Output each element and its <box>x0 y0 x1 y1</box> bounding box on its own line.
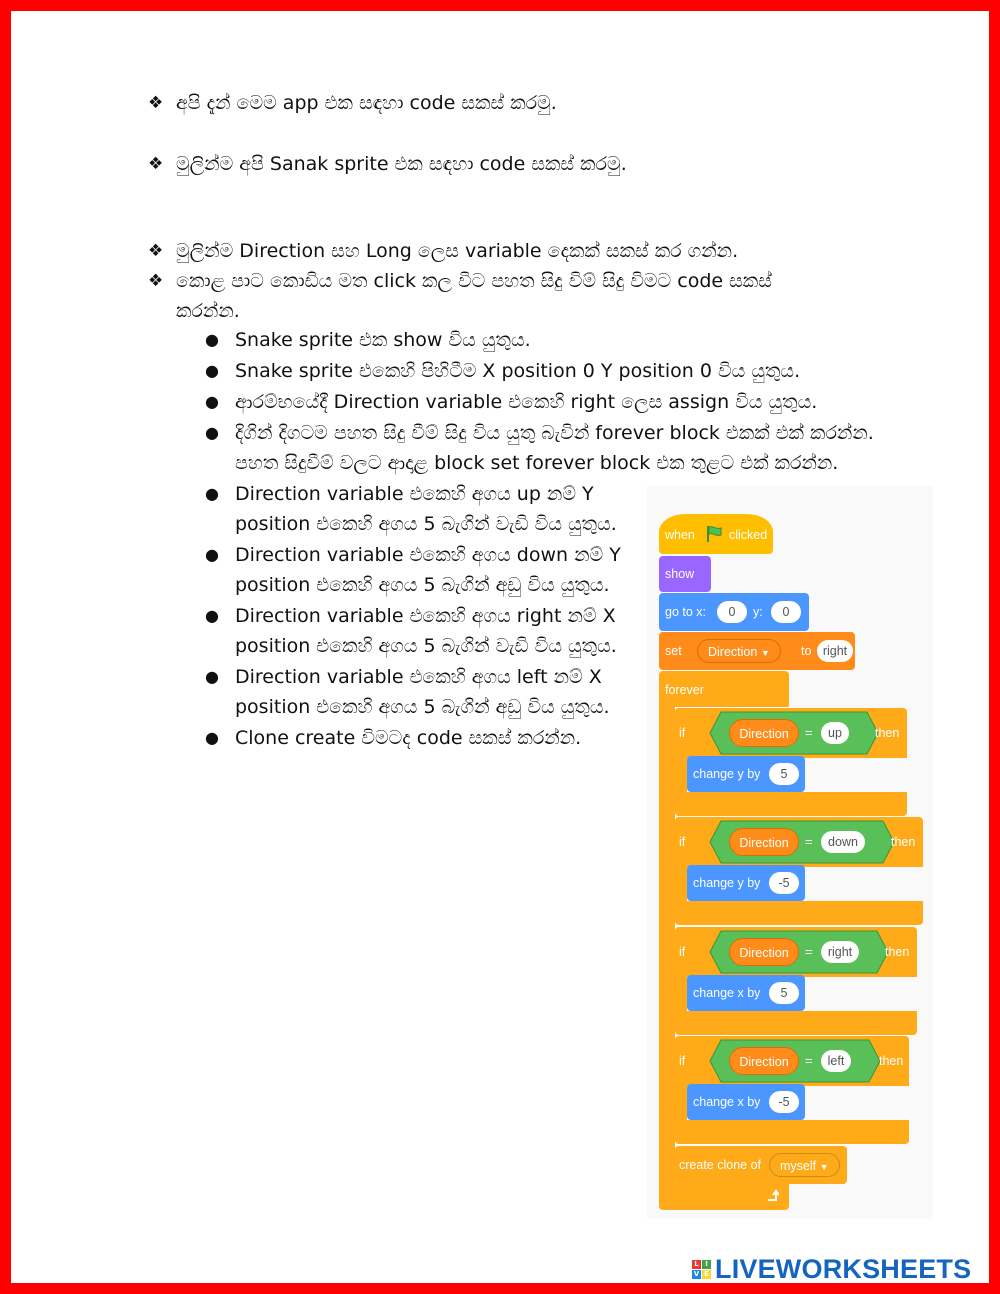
forever-block-footer <box>659 1182 789 1210</box>
logo-letter: L <box>692 1260 701 1269</box>
when-label: when <box>665 528 695 542</box>
change-x-block <box>687 1084 805 1120</box>
diamond-bullet-icon: ❖ <box>148 93 164 113</box>
task-text: Direction variable එකෙහි අගය right නම් X position එකෙහි අගය 5 බැගින් වැඩි විය යුතුය. <box>235 605 617 657</box>
equals-sign: = <box>805 944 813 959</box>
task-text: Direction variable එකෙහි අගය left නම් X position එකෙහි අගය 5 බැගින් අඩු විය යුතුය. <box>235 666 610 718</box>
go-to-label: go to x: <box>665 605 706 619</box>
set-variable-block <box>659 632 855 670</box>
task-text: Direction variable එකෙහි අගය down නම් Y position එකෙහි අගය 5 බැගින් අඩු විය යුතුය. <box>235 544 621 596</box>
task-text: දිගින් දිගටම පහත සිදු වීම් සිදු විය යුතු බැවින් forever block එකක් එක් කරන්න. පහත සිදුවීම් වලට ආදාළ block set forever block එක තුළට එක් කරන්න. <box>235 422 874 474</box>
show-block <box>659 556 711 592</box>
y-value-field[interactable]: 0 <box>771 601 801 623</box>
then-label: then <box>885 945 910 959</box>
if-label: if <box>679 726 686 740</box>
if-block-down <box>675 817 923 867</box>
set-value-field[interactable]: right <box>817 640 853 662</box>
if-block-left <box>675 1036 909 1086</box>
change-amount-field[interactable]: -5 <box>769 1091 799 1113</box>
bullet-dot-icon: ● <box>205 545 219 564</box>
if-block-up <box>675 708 907 758</box>
task-item <box>205 356 895 386</box>
scratch-code-panel <box>647 486 933 1219</box>
loop-arrow-icon <box>765 1189 779 1203</box>
bullet-dot-icon: ● <box>205 728 219 747</box>
equals-sign: = <box>805 1053 813 1068</box>
bullet-dot-icon: ● <box>205 667 219 686</box>
instruction-bullet <box>148 266 848 326</box>
green-flag-icon <box>705 525 723 543</box>
change-label: change x by <box>693 1095 761 1109</box>
variable-dropdown[interactable] <box>697 639 781 663</box>
diamond-bullet-icon: ❖ <box>148 154 164 174</box>
change-y-block <box>687 756 805 792</box>
if-block-footer <box>675 792 907 816</box>
direction-reporter[interactable]: Direction <box>729 938 799 966</box>
variable-dropdown-label: Direction <box>708 645 758 659</box>
condition-value[interactable]: left <box>821 1050 851 1072</box>
change-x-block <box>687 975 805 1011</box>
bullet-dot-icon: ● <box>205 423 219 442</box>
forever-block-arm <box>659 707 675 1203</box>
if-label: if <box>679 945 686 959</box>
then-label: then <box>879 1054 904 1068</box>
change-label: change y by <box>693 876 761 890</box>
if-block-footer <box>675 901 923 925</box>
intro-bullets <box>148 88 908 179</box>
bullet-dot-icon: ● <box>205 484 219 503</box>
change-label: change x by <box>693 986 761 1000</box>
bullet-dot-icon: ● <box>205 361 219 380</box>
when-flag-clicked-block <box>659 514 773 554</box>
instruction-bullet <box>148 236 848 266</box>
then-label: then <box>891 835 916 849</box>
to-label: to <box>801 644 812 658</box>
diamond-bullet-icon: ❖ <box>148 271 164 291</box>
instruction-bullets <box>148 236 848 326</box>
change-y-block <box>687 865 805 901</box>
liveworksheets-logo-icon <box>692 1260 711 1279</box>
instruction-bullet-text: කොළ පාට කොඩිය මත click කල විට පහත සිදු විම් සිදු විමට code සකස් කරන්න. <box>176 270 772 322</box>
equals-sign: = <box>805 834 813 849</box>
show-label: show <box>665 567 695 581</box>
then-label: then <box>875 726 900 740</box>
forever-block <box>659 671 789 707</box>
clone-target-dropdown[interactable] <box>769 1153 840 1177</box>
y-label: y: <box>753 605 763 619</box>
clone-target-label: myself <box>780 1159 817 1173</box>
diamond-bullet-icon: ❖ <box>148 241 164 261</box>
if-block-footer <box>675 1011 917 1035</box>
change-amount-field[interactable]: 5 <box>769 982 799 1004</box>
task-text: ආරම්භයේදී Direction variable එකෙහි right ලෙස assign විය යුතුය. <box>235 391 818 413</box>
if-block-arm <box>675 1086 687 1122</box>
watermark-text: LIVEWORKSHEETS <box>715 1253 972 1284</box>
dropdown-arrow-icon: ▼ <box>819 1162 829 1172</box>
task-text: Snake sprite එක show විය යුතුය. <box>235 329 531 351</box>
logo-letter: V <box>693 1269 700 1278</box>
task-item <box>205 418 895 478</box>
set-label: set <box>665 644 682 658</box>
task-text: Snake sprite එකෙහි පිහිටීම X position 0 Y position 0 විය යුතුය. <box>235 360 801 382</box>
intro-bullet <box>148 149 908 179</box>
intro-bullet-text: මුලින්ම අපි Sanak sprite එක සඳහා code සකස් කරමු. <box>176 153 627 175</box>
direction-reporter[interactable]: Direction <box>729 828 799 856</box>
if-block-footer <box>675 1120 909 1144</box>
logo-letter: E <box>702 1270 711 1279</box>
create-clone-block <box>675 1146 847 1184</box>
clicked-label: clicked <box>729 528 768 542</box>
if-block-arm <box>675 867 687 903</box>
x-value-field[interactable]: 0 <box>717 601 747 623</box>
dropdown-arrow-icon: ▼ <box>760 648 770 658</box>
intro-bullet <box>148 88 908 118</box>
liveworksheets-watermark <box>692 1254 971 1284</box>
if-label: if <box>679 1054 686 1068</box>
task-item <box>205 325 895 355</box>
condition-value[interactable]: right <box>821 941 859 963</box>
go-to-xy-block <box>659 593 809 631</box>
create-clone-label: create clone of <box>679 1158 761 1172</box>
if-block-right <box>675 927 917 977</box>
change-amount-field[interactable]: 5 <box>769 763 799 785</box>
condition-value[interactable]: down <box>821 831 865 853</box>
logo-letter: I <box>702 1260 711 1269</box>
bullet-dot-icon: ● <box>205 392 219 411</box>
if-block-arm <box>675 758 687 794</box>
bullet-dot-icon: ● <box>205 606 219 625</box>
if-label: if <box>679 835 686 849</box>
change-amount-field[interactable]: -5 <box>769 872 799 894</box>
equals-sign: = <box>805 725 813 740</box>
task-text: Clone create විමටද code සකස් කරන්න. <box>235 727 582 749</box>
task-text: Direction variable එකෙහි අගය up නම් Y position එකෙහි අගය 5 බැගින් වැඩි විය යුතුය. <box>235 483 617 535</box>
forever-label: forever <box>665 683 704 697</box>
direction-reporter[interactable]: Direction <box>729 1047 799 1075</box>
condition-value[interactable]: up <box>821 722 849 744</box>
change-label: change y by <box>693 767 761 781</box>
bullet-dot-icon: ● <box>205 330 219 349</box>
task-item <box>205 387 895 417</box>
instruction-bullet-text: මුලින්ම Direction සහ Long ලෙස variable දෙකක් සකස් කර ගන්න. <box>176 240 739 262</box>
if-block-arm <box>675 977 687 1013</box>
intro-bullet-text: අපි දැන් මෙම app එක සඳහා code සකස් කරමු. <box>176 92 557 114</box>
direction-reporter[interactable]: Direction <box>729 719 799 747</box>
